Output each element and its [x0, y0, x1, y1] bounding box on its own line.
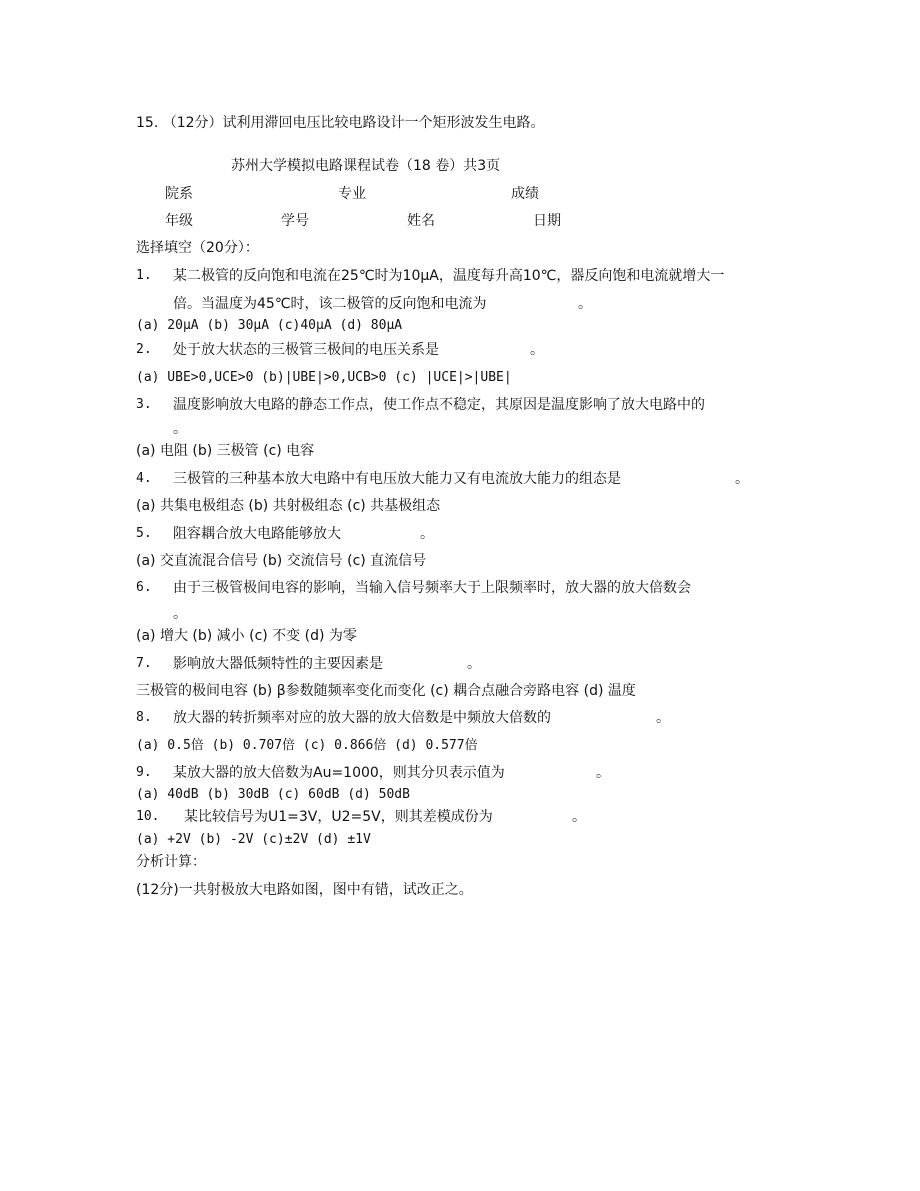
question-number: 9.: [136, 765, 152, 780]
answer-blank-end: 。: [596, 765, 610, 781]
question-number: 2.: [136, 342, 152, 357]
question-options: (a) UBE>0,UCE>0 (b)|UBE|>0,UCB>0 (c) |UCE|>|UBE|: [136, 370, 512, 385]
answer-blank-end: 。: [578, 296, 592, 312]
question-options: (a) 电阻 (b) 三极管 (c) 电容: [136, 443, 315, 459]
field-score-label: 成绩: [511, 186, 539, 202]
question-text: 某放大器的放大倍数为Au=1000，则其分贝表示值为: [173, 765, 505, 781]
question-options: (a) 增大 (b) 减小 (c) 不变 (d) 为零: [136, 628, 357, 644]
answer-blank-end: 。: [530, 342, 544, 358]
field-major-label: 专业: [338, 186, 366, 202]
question-options: (a) 40dB (b) 30dB (c) 60dB (d) 50dB: [136, 787, 410, 802]
question-number: 3.: [136, 397, 152, 412]
question-text-continued: 。: [173, 606, 187, 622]
exam-title: 苏州大学模拟电路课程试卷（18 卷）共3页: [231, 158, 501, 174]
section-title-analysis: 分析计算：: [136, 854, 206, 870]
section-title-choice: 选择填空（20分）：: [136, 240, 259, 256]
question-options: (a) +2V (b) -2V (c)±2V (d) ±1V: [136, 832, 371, 847]
question-number: 4.: [136, 471, 152, 486]
question-options: (a) 20μA (b) 30μA (c)40μA (d) 80μA: [136, 318, 403, 333]
answer-blank-end: 。: [656, 710, 670, 726]
question-options: (a) 0.5倍 (b) 0.707倍 (c) 0.866倍 (d) 0.577倍: [136, 738, 478, 753]
question-number: 8.: [136, 710, 152, 725]
question-options: (a) 共集电极组态 (b) 共射极组态 (c) 共基极组态: [136, 498, 441, 514]
question-text: 放大器的转折频率对应的放大器的放大倍数是中频放大倍数的: [173, 710, 551, 726]
question-text: 由于三极管极间电容的影响，当输入信号频率大于上限频率时，放大器的放大倍数会: [173, 580, 691, 596]
question-text: 某二极管的反向饱和电流在25℃时为10μA，温度每升高10℃，器反向饱和电流就增大一: [173, 268, 725, 284]
question-number: 5.: [136, 526, 152, 541]
analysis-question-1: (12分)一共射极放大电路如图，图中有错，试改正之。: [136, 882, 473, 898]
question-text-continued: 倍。当温度为45℃时，该二极管的反向饱和电流为: [173, 296, 487, 312]
question-text: 影响放大器低频特性的主要因素是: [173, 656, 383, 672]
question-options: (a) 交直流混合信号 (b) 交流信号 (c) 直流信号: [136, 553, 427, 569]
field-grade-label: 年级: [165, 213, 193, 229]
question-text: 某比较信号为U1=3V，U2=5V，则其差模成份为: [184, 809, 493, 825]
answer-blank-end: 。: [735, 471, 749, 487]
question-text: 阻容耦合放大电路能够放大: [173, 526, 341, 542]
question-15: 15. （12分）试利用滞回电压比较电路设计一个矩形波发生电路。: [136, 115, 545, 131]
question-options: 三极管的极间电容 (b) β参数随频率变化而变化 (c) 耦合点融合旁路电容 (d) 温度: [136, 683, 636, 699]
field-date-label: 日期: [533, 213, 561, 229]
question-number: 6.: [136, 580, 152, 595]
answer-blank-end: 。: [420, 526, 434, 542]
answer-blank-end: 。: [572, 809, 586, 825]
question-text: 处于放大状态的三极管三极间的电压关系是: [173, 342, 439, 358]
question-text-continued: 。: [173, 421, 187, 437]
field-dept-label: 院系: [165, 186, 193, 202]
question-text: 温度影响放大电路的静态工作点，使工作点不稳定，其原因是温度影响了放大电路中的: [173, 397, 705, 413]
field-name-label: 姓名: [407, 213, 435, 229]
answer-blank-end: 。: [467, 656, 481, 672]
question-number: 7.: [136, 656, 152, 671]
question-number: 1.: [136, 268, 152, 283]
question-number: 10.: [136, 809, 160, 824]
field-student-id-label: 学号: [281, 213, 309, 229]
question-text: 三极管的三种基本放大电路中有电压放大能力又有电流放大能力的组态是: [173, 471, 621, 487]
